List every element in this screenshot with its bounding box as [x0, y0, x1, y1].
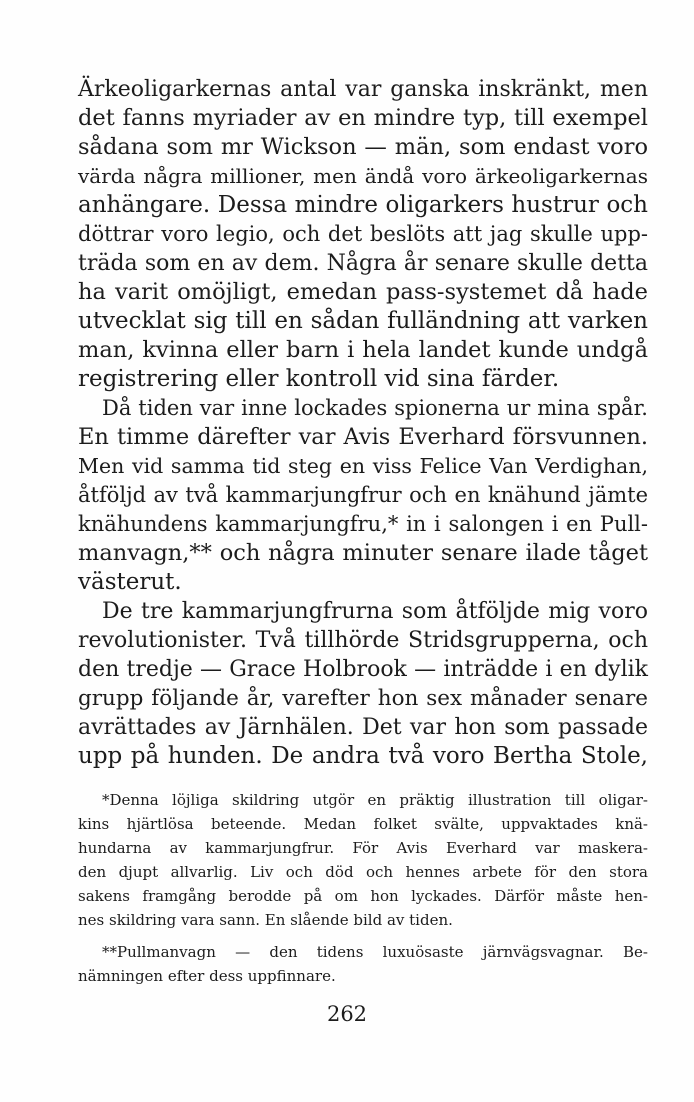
text-line: Men vid samma tid steg en viss Felice Van Verdighan,	[78, 454, 648, 478]
text-line: värda några millioner, men ändå voro ärkeoligarkernas	[78, 164, 648, 188]
paragraph	[78, 597, 648, 771]
page-number: 262	[326, 1002, 368, 1026]
text-line: manvagn,** och några minuter senare ilade tåget	[78, 540, 648, 566]
text-line: den tredje — Grace Holbrook — inträdde i en dylik	[78, 657, 648, 682]
text-line: Då tiden var inne lockades spionerna ur mina spår.	[102, 396, 648, 420]
text-line: sådana som mr Wickson — män, som endast voro	[78, 134, 648, 160]
footnote	[78, 788, 648, 932]
text-line: revolutionister. Två tillhörde Stridsgrupperna, och	[78, 628, 648, 653]
text-line: man, kvinna eller barn i hela landet kunde undgå	[78, 337, 648, 363]
paragraph	[78, 394, 648, 597]
text-line: det fanns myriader av en mindre typ, till exempel	[78, 105, 648, 131]
text-line: ha varit omöjligt, emedan pass-systemet då hade	[78, 279, 648, 305]
text-line: knähundens kammarjungfru,* in i salongen i en Pull-	[78, 512, 648, 536]
text-line: Ärkeoligarkernas antal var ganska inskränkt, men	[78, 77, 648, 102]
text-line: västerut.	[78, 569, 182, 595]
text-line: utvecklat sig till en sådan fulländning att varken	[78, 308, 648, 334]
text-line: De tre kammarjungfrurna som åtföljde mig voro	[102, 599, 648, 624]
text-line: grupp följande år, varefter hon sex månader senare	[78, 686, 648, 711]
text-line: registrering eller kontroll vid sina färder.	[78, 366, 560, 392]
footnotes	[78, 788, 648, 988]
footnote-line: **Pullmanvagn — den tidens luxuösaste järnvägsvagnar. Be-	[102, 943, 648, 961]
text-line: träda som en av dem. Några år senare skulle detta	[78, 251, 648, 276]
text-line: En timme därefter var Avis Everhard försvunnen.	[78, 424, 648, 450]
footnote-line: nes skildring vara sann. En slående bild av tiden.	[78, 911, 453, 929]
text-line: avrättades av Järnhälen. Det var hon som passade	[78, 715, 648, 740]
footnote-line: kins hjärtlösa beteende. Medan folket svälte, uppvaktades knä-	[78, 815, 648, 833]
footnote	[78, 940, 648, 988]
footnote-line: hundarna av kammarjungfrur. För Avis Everhard var maskera-	[78, 839, 648, 857]
text-line: döttrar voro legio, och det beslöts att jag skulle upp-	[78, 222, 648, 246]
text-line: anhängare. Dessa mindre oligarkers hustrur och	[78, 192, 648, 218]
footnote-line: den djupt allvarlig. Liv och död och hennes arbete för den stora	[78, 863, 648, 881]
paragraph	[78, 75, 648, 394]
text-line: åtföljd av två kammarjungfrur och en knähund jämte	[78, 483, 648, 507]
footnote-line: nämningen efter dess uppfinnare.	[78, 967, 336, 985]
footnote-line: *Denna löjliga skildring utgör en präktig illustration till oligar-	[102, 791, 648, 809]
footnote-line: sakens framgång berodde på om hon lyckades. Därför måste hen-	[78, 887, 648, 905]
text-line: upp på hunden. De andra två voro Bertha Stole,	[78, 743, 648, 769]
body-text	[78, 75, 648, 771]
